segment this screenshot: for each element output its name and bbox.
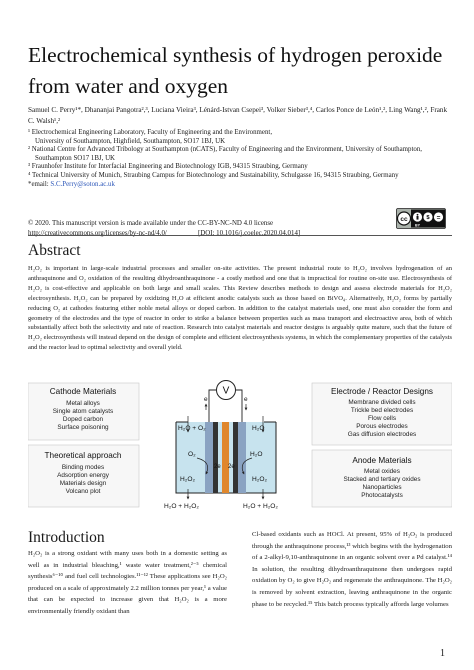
cathode-item-4: Surface poisoning — [57, 424, 109, 431]
affiliation-1-cont: University of Southampton, Highfield, Southampton, SO17 1BJ, UK — [35, 137, 226, 145]
page-number: 1 — [440, 648, 445, 659]
nd-icon: = — [436, 214, 441, 222]
anode-materials-title: Anode Materials — [352, 456, 412, 465]
reactant-o2-label: O₂ — [188, 451, 196, 458]
electrolysis-cell-diagram — [164, 381, 278, 511]
cathode-electrode — [205, 422, 213, 493]
outlet-left-label: H₂O + H₂O₂ — [164, 503, 199, 510]
affiliation-3: ³ Fraunhofer Institute for Interfacial Engineering and Biotechnology IGB, 94315 Straubing, Germany — [28, 163, 308, 171]
introduction-heading: Introduction — [28, 529, 105, 546]
electrode-item-1: Membrane divided cells — [348, 399, 416, 406]
cathode-item-3: Doped carbon — [62, 416, 104, 423]
corresponding-email — [28, 181, 452, 190]
inlet-left-label: H₂O + O₂ — [178, 425, 206, 432]
theory-item-3: Materials design — [59, 480, 107, 487]
license-text: © 2020. This manuscript version is made available under the CC-BY-NC-ND 4.0 license — [28, 220, 274, 227]
affiliation-1: ¹ Electrochemical Engineering Laboratory, Faculty of Engineering and the Environment, — [28, 129, 273, 136]
cathode-item-2: Single atom catalysts — [52, 408, 114, 415]
product-h2o2-right: H₂O₂ — [252, 476, 268, 483]
electrode-item-5: Gas diffusion electrodes — [347, 431, 417, 438]
two-electron-right: 2e — [228, 464, 235, 470]
cc-license-badge[interactable] — [396, 208, 446, 229]
graphical-abstract — [28, 378, 452, 511]
electron-label-left: e — [204, 396, 208, 403]
anode-electrode — [238, 422, 246, 493]
anode-item-2: Stacked and tertiary oxides — [343, 476, 421, 483]
email-link[interactable]: S.C.Perry@soton.ac.uk — [50, 180, 115, 188]
anode-item-1: Metal oxides — [364, 468, 400, 475]
cathode-materials-title: Cathode Materials — [49, 387, 117, 396]
voltmeter-icon: V — [222, 385, 230, 397]
email-label: *email: — [28, 180, 51, 188]
affiliation-4: ⁴ Technical University of Munich, Straubing Campus for Biotechnology and Sustainability, Schulgasse 16, 94315 Straubing, Germany — [28, 171, 399, 179]
affiliation-2: ² National Centre for Advanced Tribology at Southampton (nCATS), Faculty of Engineering and the Environment, University of Southampton, — [28, 146, 423, 154]
introduction-right-column: Cl-based oxidants such as HOCl. At present, 95% of H₂O₂ is produced through the anthraquinone process,¹³ which begins with the hydrogenation of a 2-alkyl-9,10-anthraquinone in an organic solvent over a Pd catalyst.¹⁴ In solution, the resulting dihydroanthraquinone then undergoes rapid oxidation by O₂ to give H₂O₂ and regenerate the anthraquinone. The H₂O₂ is removed by solvent extraction, leaving anthraquinone in the organic phase to be recycled.¹⁵ This batch process typically affords large volumes — [252, 531, 452, 608]
electrode-item-3: Flow cells — [367, 415, 397, 422]
electrode-item-4: Porous electrodes — [356, 423, 408, 430]
theory-item-2: Adsorption energy — [57, 472, 109, 479]
license-url[interactable]: http://creativecommons.org/licenses/by-nc-nd/4.0/ — [28, 229, 167, 237]
anode-item-4: Photocatalysts — [361, 492, 403, 499]
abstract-text: H₂O₂ is important in large-scale industrial processes and smaller on-site activities. The present industrial route to H₂O₂ involves hydrogenation of an anthraquinone and O₂ oxidation of the resulting dihydroanthraquinone - a costly method and one that is impractical for routine on-site use. Electrosynthesis of H₂O₂ is cost-effective and applicable on both large and small scales. This Review describes methods to design and assess electrode materials for H₂O₂ electrosynthesis. H₂O₂ can be prepared by oxidizing H₂O at efficient anodic catalysts such as those based on BiVO₄. Alternatively, H₂O₂ forms by partially reducing O₂ at cathodes featuring either noble metal alloys or doped carbon. In addition to the catalyst materials used, one must also consider the form and geometry of the electrodes and the type of reactor in order to strike a balance between properties such as mass transport and electroactive area, both of which substantially affect both the selectivity and rate of reaction. Research into catalyst materials and reactor designs is arguably quite mature, such that the future of H₂O₂ electrosynthesis will instead depend on the design of complete and efficient electrosynthesis systems, in which the complementary properties of the catalysts and the reactor lead to optimal selectivity and overall yield. — [28, 265, 452, 352]
theoretical-approach-title: Theoretical approach — [44, 451, 122, 460]
by-icon: BY — [415, 223, 420, 228]
cc-icon: cc — [400, 215, 408, 223]
nc-icon: $ — [426, 215, 430, 222]
reactant-h2o-label: H₂O — [250, 451, 263, 458]
product-h2o2-left: H₂O₂ — [180, 476, 196, 483]
anode-catalyst-layer — [233, 422, 238, 493]
author-list: Samuel C. Perry¹*, Dhananjai Pangotra²,³, Luciana Vieira³, Lénárd-Istvan Csepei³, Volker Sieber³,⁴, Carlos Ponce de León¹,², Ling Wang¹,², Frank C. Walsh¹,² — [28, 106, 448, 125]
theory-item-1: Binding modes — [61, 464, 105, 471]
cathode-item-1: Metal alloys — [66, 400, 100, 407]
doi[interactable]: [DOI: 10.1016/j.coelec.2020.04.014] — [198, 229, 301, 237]
paper-title: Electrochemical synthesis of hydrogen peroxide from water and oxygen — [28, 43, 443, 98]
electrode-item-2: Trickle bed electrodes — [350, 407, 414, 414]
cathode-catalyst-layer — [213, 422, 218, 493]
section-divider — [28, 235, 452, 236]
affiliations — [28, 129, 452, 189]
introduction-left-column: H₂O₂ is a strong oxidant with many uses both in a domestic setting as well as in industrial bleaching,¹ waste water treatment,²⁻⁵ chemical synthesis⁶⁻¹⁰ and fuel cell technologies.¹¹⁻¹² These applications see H₂O₂ produced on a scale of approximately 2.2 million tonnes per year,¹ a value that can be expected to increase given that H₂O₂ is a more environmentally friendly oxidant than — [28, 550, 227, 615]
anode-item-3: Nanoparticles — [362, 484, 402, 491]
outlet-right-label: H₂O + H₂O₂ — [243, 503, 278, 510]
two-electron-left: 2e — [214, 464, 221, 470]
abstract-heading: Abstract — [28, 242, 81, 259]
theory-item-4: Volcano plot — [65, 488, 101, 495]
inlet-right-label: H₂O — [252, 425, 265, 432]
electrode-reactor-title: Electrode / Reactor Designs — [331, 387, 433, 396]
membrane — [222, 422, 229, 493]
affiliation-2-cont: Southampton SO17 1BJ, UK — [35, 154, 116, 162]
electron-label-right: e — [244, 396, 248, 403]
